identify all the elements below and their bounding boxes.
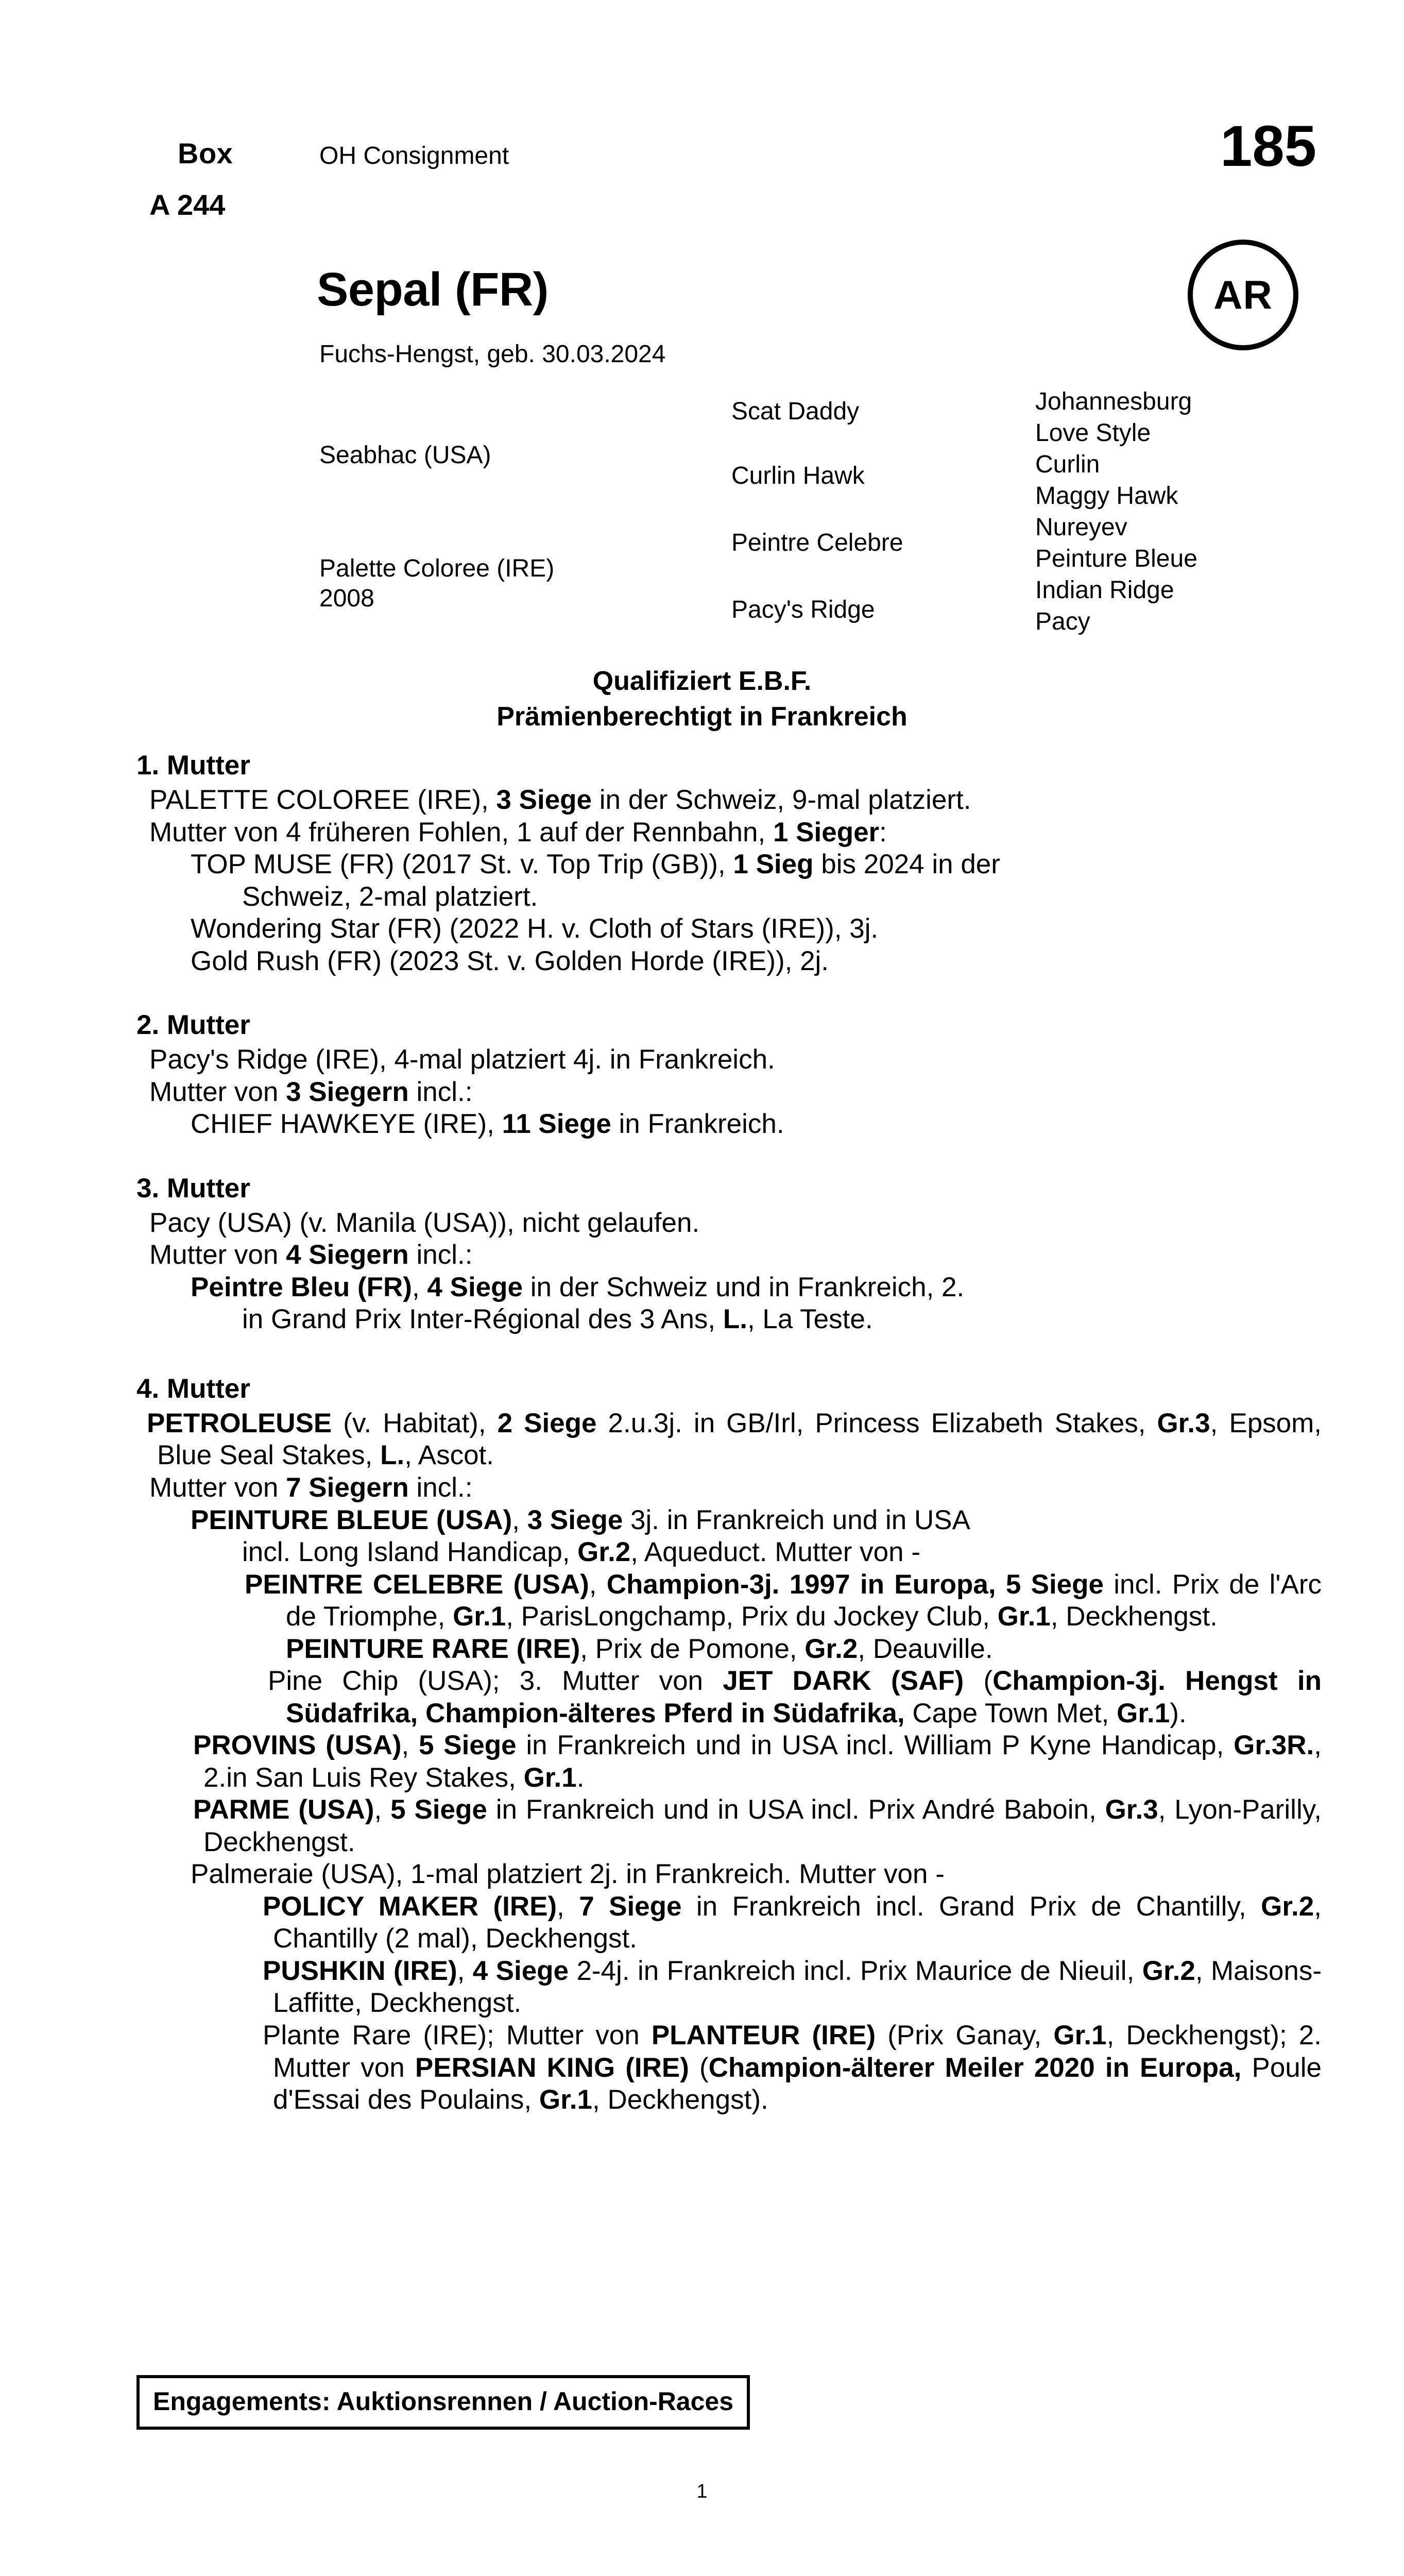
text-span: , Aqueduct. Mutter von -: [630, 1537, 920, 1568]
qualification-line-1: Qualifiziert E.B.F.: [592, 666, 812, 696]
text-span-bold: 7 Siege: [579, 1891, 682, 1922]
text-line: [193, 1794, 1322, 1858]
text-span-bold: PETROLEUSE: [147, 1408, 332, 1438]
text-span: , Epsom, Blue Seal Stakes,: [157, 1408, 1322, 1471]
text-line: Wondering Star (FR) (2022 H. v. Cloth of Stars (IRE)), 3j.: [191, 913, 879, 944]
text-span: 2-4j. in Frankreich incl. Prix Maurice de Nieuil,: [569, 1955, 1142, 1986]
text-line: [263, 2020, 1322, 2116]
text-line: [242, 1536, 1322, 1569]
text-span: ,: [412, 1272, 427, 1302]
text-span: ).: [1170, 1698, 1187, 1728]
text-span: :: [879, 817, 887, 848]
text-span-bold: Gr.1: [997, 1601, 1051, 1632]
great-grandparent: Pacy: [1035, 607, 1090, 635]
horse-description: Fuchs-Hengst, geb. 30.03.2024: [319, 341, 666, 368]
text-span-bold: Champion-3j. Hengst in Südafrika, Champion-älteres Pferd in Südafrika,: [286, 1666, 1322, 1728]
text-span-bold: 4 Siege: [472, 1955, 569, 1986]
text-line: [149, 1239, 1322, 1272]
text-span: bis 2024 in der: [813, 849, 1000, 880]
section-mother-3: [0, 1173, 1404, 1336]
text-span-bold: PEINTURE BLEUE (USA): [191, 1504, 512, 1535]
text-span-bold: 1 Sieger: [773, 817, 880, 848]
text-line: [242, 1303, 1322, 1336]
text-span-bold: POLICY MAKER (IRE): [263, 1891, 557, 1922]
text-span-bold: 5 Siege: [390, 1794, 487, 1825]
qualification-line-2: Prämienberechtigt in Frankreich: [496, 701, 908, 732]
text-line: [263, 1891, 1322, 1955]
text-span: ,: [457, 1955, 473, 1986]
great-grandparent: Maggy Hawk: [1035, 482, 1178, 510]
text-span: Mutter von: [149, 1472, 286, 1503]
text-line: [263, 1955, 1322, 2020]
text-span: incl. Long Island Handicap,: [242, 1537, 578, 1568]
text-span: ,: [512, 1504, 527, 1535]
text-span-bold: Gr.3R.: [1234, 1730, 1314, 1761]
text-span: ,: [589, 1569, 607, 1600]
text-span: , Maisons-Laffitte, Deckhengst.: [273, 1955, 1322, 2019]
text-line: [245, 1569, 1322, 1633]
sire-dam-name: Curlin Hawk: [731, 462, 865, 489]
text-span: ,: [557, 1891, 579, 1922]
section-title: 2. Mutter: [136, 1010, 250, 1041]
engagements-box: Engagements: Auktionsrennen / Auction-Races: [136, 2375, 750, 2430]
text-span-bold: 1 Sieg: [733, 849, 814, 880]
text-span-bold: Gr.1: [539, 2084, 592, 2115]
text-span-bold: PROVINS (USA): [193, 1730, 402, 1761]
text-line: [191, 849, 1322, 881]
text-line: [286, 1633, 1322, 1666]
text-span-bold: PEINTURE RARE (IRE): [286, 1633, 580, 1664]
text-line: [149, 1472, 1322, 1504]
spacer: [0, 1336, 1404, 1373]
ar-badge: AR: [1188, 240, 1298, 350]
dam-name: Palette Coloree (IRE): [319, 555, 555, 582]
box-value: A 244: [149, 189, 226, 221]
great-grandparent: Indian Ridge: [1035, 576, 1174, 604]
text-span-bold: L.: [723, 1304, 747, 1335]
text-span: incl.:: [408, 1472, 473, 1503]
text-span: , La Teste.: [747, 1304, 873, 1335]
dam-dam-name: Pacy's Ridge: [731, 596, 875, 623]
text-span: Mutter von: [149, 1240, 286, 1270]
text-span-bold: 3 Siege: [496, 785, 592, 815]
text-span: 3j. in Frankreich und in USA: [623, 1504, 970, 1535]
text-span: in Frankreich incl. Grand Prix de Chantilly,: [681, 1891, 1261, 1922]
text-span-bold: Gr.3: [1105, 1794, 1158, 1825]
text-span-bold: 3 Siegern: [286, 1076, 409, 1107]
text-line: [149, 817, 1322, 849]
text-span-bold: Peintre Bleu (FR): [191, 1272, 412, 1302]
text-span: Mutter von: [149, 1076, 286, 1107]
great-grandparent: Johannesburg: [1035, 388, 1192, 415]
section-title: 1. Mutter: [136, 750, 250, 781]
text-span: , Chantilly (2 mal), Deckhengst.: [273, 1891, 1322, 1954]
text-span: Plante Rare (IRE); Mutter von: [263, 2020, 652, 2050]
text-span: , Prix de Pomone,: [580, 1633, 805, 1664]
text-line: Pacy's Ridge (IRE), 4-mal platziert 4j. in Frankreich.: [149, 1044, 775, 1075]
text-span: TOP MUSE (FR) (2017 St. v. Top Trip (GB)),: [191, 849, 733, 880]
text-span-bold: Gr.1: [453, 1601, 506, 1632]
text-span: in Grand Prix Inter-Régional des 3 Ans,: [242, 1304, 723, 1335]
text-line: [268, 1665, 1322, 1730]
text-span: , ParisLongchamp, Prix du Jockey Club,: [506, 1601, 998, 1632]
pedigree-narrative: [0, 750, 1404, 2116]
text-span: (: [689, 2052, 709, 2083]
text-span-bold: Gr.2: [577, 1537, 631, 1568]
text-span: (: [964, 1666, 993, 1697]
text-span: , Deckhengst); 2. Mutter von: [273, 2020, 1322, 2083]
section-title: 3. Mutter: [136, 1173, 250, 1204]
text-span: in der Schweiz und in Frankreich, 2.: [523, 1272, 965, 1302]
text-line: [191, 1504, 1322, 1537]
text-span: ,: [374, 1794, 391, 1825]
text-span-bold: 2 Siege: [497, 1408, 597, 1438]
text-span-bold: PERSIAN KING (IRE): [415, 2052, 689, 2083]
text-span-bold: 7 Siegern: [286, 1472, 409, 1503]
text-span-bold: Champion-älterer Meiler 2020 in Europa,: [708, 2052, 1242, 2083]
text-span-bold: Champion-3j. 1997 in Europa, 5 Siege: [606, 1569, 1104, 1600]
text-span: , Deauville.: [858, 1633, 993, 1664]
sire-name: Seabhac (USA): [319, 442, 491, 469]
text-span-bold: PUSHKIN (IRE): [263, 1955, 457, 1986]
text-span: in Frankreich und in USA incl. Prix André Baboin,: [487, 1794, 1105, 1825]
text-span-bold: 11 Siege: [502, 1109, 611, 1140]
text-line: [147, 1408, 1322, 1472]
great-grandparent: Curlin: [1035, 450, 1100, 478]
text-span-bold: Gr.2: [804, 1633, 858, 1664]
text-span-bold: PARME (USA): [193, 1794, 374, 1825]
dam-year: 2008: [319, 585, 374, 612]
page-title: Sepal (FR): [317, 263, 549, 316]
text-span-bold: Gr.1: [1117, 1698, 1170, 1728]
text-line: Pacy (USA) (v. Manila (USA)), nicht gelaufen.: [149, 1207, 700, 1238]
qualification-block: [0, 664, 1404, 734]
pedigree-column-great-grandparents: [1035, 386, 1197, 638]
sire-sire-name: Scat Daddy: [731, 398, 860, 425]
text-span: Pine Chip (USA); 3. Mutter von: [268, 1666, 723, 1697]
text-span: , Lyon-Parilly, Deckhengst.: [203, 1794, 1322, 1857]
text-span-bold: L.: [380, 1440, 405, 1471]
text-span: incl.:: [408, 1076, 473, 1107]
text-span: Mutter von 4 früheren Fohlen, 1 auf der Rennbahn,: [149, 817, 773, 848]
great-grandparent: Love Style: [1035, 419, 1151, 447]
text-span-bold: 3 Siege: [527, 1504, 623, 1535]
text-span: in der Schweiz, 9-mal platziert.: [592, 785, 971, 815]
text-span: PALETTE COLOREE (IRE),: [149, 785, 496, 815]
spacer: [0, 977, 1404, 1009]
text-line: [149, 784, 1322, 817]
section-title: 4. Mutter: [136, 1373, 250, 1404]
text-span: .: [576, 1762, 585, 1793]
text-span-bold: PEINTRE CELEBRE (USA): [245, 1569, 589, 1600]
section-mother-4: [0, 1373, 1404, 2116]
text-span: Cape Town Met,: [904, 1698, 1117, 1728]
page-header: [0, 0, 1404, 368]
text-span: incl. Prix de l'Arc de Triomphe,: [286, 1569, 1322, 1632]
text-span-bold: 5 Siege: [419, 1730, 517, 1761]
text-span: , 2.in San Luis Rey Stakes,: [203, 1730, 1322, 1793]
text-line: [191, 1272, 1322, 1304]
lot-number: 185: [1220, 114, 1316, 178]
text-span: ,: [401, 1730, 419, 1761]
text-span: in Frankreich.: [611, 1109, 784, 1140]
text-span: CHIEF HAWKEYE (IRE),: [191, 1109, 502, 1140]
text-span-bold: 4 Siege: [427, 1272, 523, 1302]
text-line: Palmeraie (USA), 1-mal platziert 2j. in Frankreich. Mutter von -: [191, 1859, 945, 1890]
text-span: 2.u.3j. in GB/Irl, Princess Elizabeth Stakes,: [596, 1408, 1157, 1438]
text-span: , Deckhengst).: [592, 2084, 768, 2115]
text-span-bold: Gr.2: [1261, 1891, 1314, 1922]
text-span-bold: Gr.3: [1157, 1408, 1210, 1438]
dam-sire-name: Peintre Celebre: [731, 529, 903, 556]
page-number: 1: [696, 2481, 708, 2502]
text-span-bold: Gr.1: [523, 1762, 577, 1793]
great-grandparent: Peinture Bleue: [1035, 545, 1197, 572]
spacer: [0, 1141, 1404, 1173]
text-line: [191, 1108, 1322, 1141]
text-span: Poule d'Essai des Poulains,: [273, 2052, 1322, 2115]
text-span-bold: 4 Siegern: [286, 1240, 409, 1270]
text-span: incl.:: [408, 1240, 473, 1270]
text-span-bold: Gr.1: [1053, 2020, 1107, 2050]
text-span-bold: JET DARK (SAF): [723, 1666, 964, 1697]
great-grandparent: Nureyev: [1035, 513, 1127, 541]
section-mother-2: [0, 1009, 1404, 1141]
text-span: , Deckhengst.: [1050, 1601, 1218, 1632]
text-span-bold: Gr.2: [1142, 1955, 1195, 1986]
text-span: , Ascot.: [404, 1440, 494, 1471]
text-line: Schweiz, 2-mal platziert.: [242, 881, 538, 912]
text-span-bold: PLANTEUR (IRE): [651, 2020, 876, 2050]
text-line: [149, 1076, 1322, 1109]
section-mother-1: [0, 750, 1404, 977]
box-label: Box: [178, 137, 233, 170]
pedigree-table: [0, 381, 1404, 654]
consignment-label: OH Consignment: [319, 142, 509, 170]
text-line: [193, 1730, 1322, 1794]
text-line: Gold Rush (FR) (2023 St. v. Golden Horde (IRE)), 2j.: [191, 945, 829, 976]
text-span: in Frankreich und in USA incl. William P Kyne Handicap,: [516, 1730, 1234, 1761]
text-span: (Prix Ganay,: [876, 2020, 1054, 2050]
text-span: (v. Habitat),: [332, 1408, 498, 1438]
